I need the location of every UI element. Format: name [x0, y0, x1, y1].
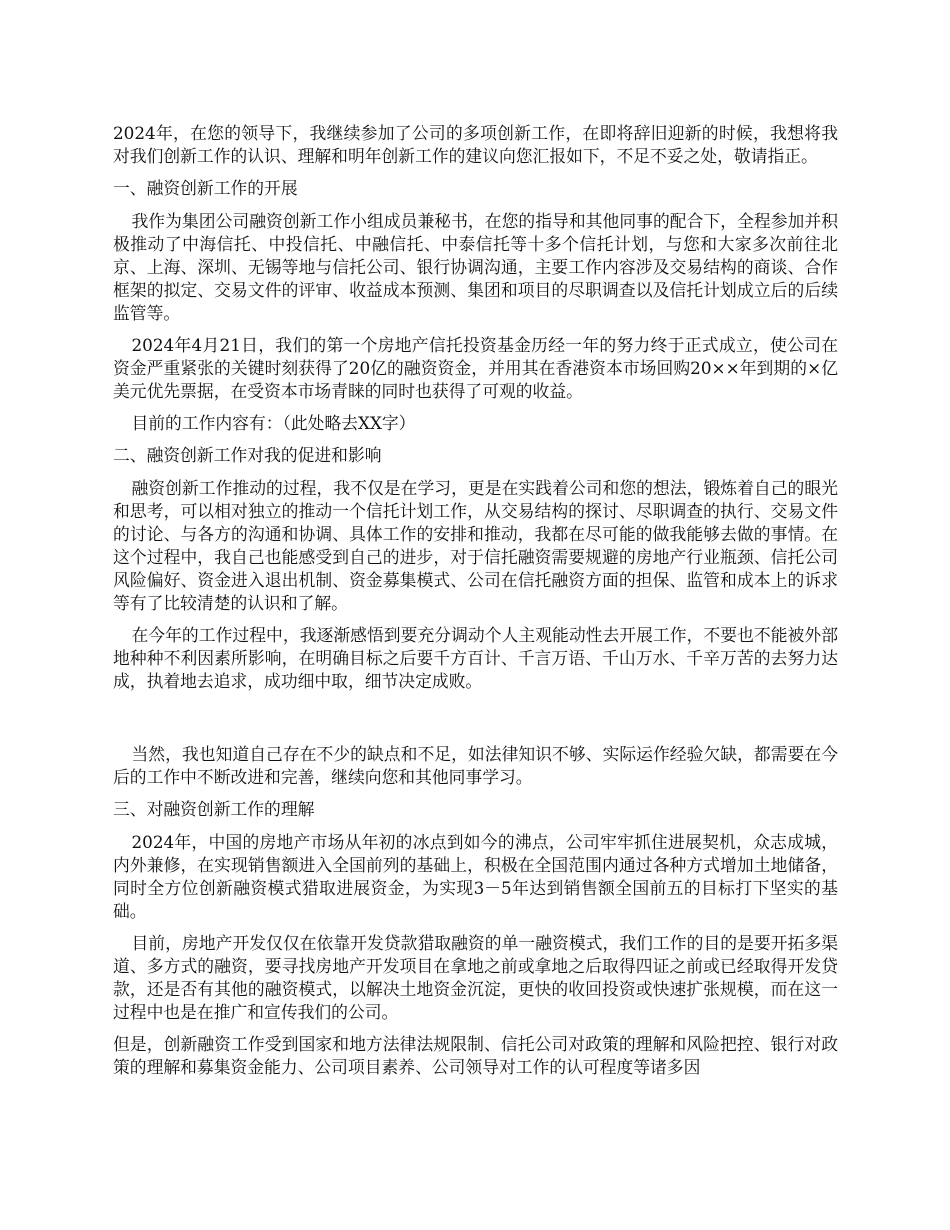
section-1-paragraph-3: 目前的工作内容有：（此处略去XX字）	[131, 413, 416, 433]
section-3-paragraph-2: 目前，房地产开发仅仅在依靠开发贷款猎取融资的单一融资模式，我们工作的目的是要开拓多渠道、多方式的融资，要寻找房地产开发项目在拿地之前或拿地之后取得四证之前或已经取得开发贷款，还是否有其他的融资模式，以解决土地资金沉淀，更快的收回投资或快速扩张规模，而在这一过程中也是在推广和宣传我们的公司。	[113, 933, 838, 1022]
section-3-paragraph-3: 但是，创新融资工作受到国家和地方法律法规限制、信托公司对政策的理解和风险把控、银行对政策的理解和募集资金能力、公司项目素养、公司领导对工作的认可程度等诸多因	[113, 1034, 838, 1077]
section-3-heading: 三、对融资创新工作的理解	[113, 799, 315, 819]
blank-gap	[113, 702, 838, 743]
section-1-heading: 一、融资创新工作的开展	[113, 178, 298, 198]
section-2-heading: 二、融资创新工作对我的促进和影响	[113, 445, 382, 465]
intro-paragraph: 2024年，在您的领导下，我继续参加了公司的多项创新工作，在即将辞旧迎新的时候，我想将我对我们创新工作的认识、理解和明年创新工作的建议向您汇报如下，不足不妥之处，敬请指正。	[113, 123, 838, 166]
document-body	[113, 122, 838, 1088]
section-3-paragraph-1: 2024年，中国的房地产市场从年初的冰点到如今的沸点，公司牢牢抓住进展契机，众志成城，内外兼修，在实现销售额进入全国前列的基础上，积极在全国范围内通过各种方式增加土地储备，同时全方位创新融资模式猎取进展资金，为实现3－5年达到销售额全国前五的目标打下坚实的基础。	[113, 832, 838, 921]
section-2-paragraph-2: 在今年的工作过程中，我逐渐感悟到要充分调动个人主观能动性去开展工作，不要也不能被外部地种种不利因素所影响，在明确目标之后要千方百计、千言万语、千山万水、千辛万苦的去努力达成，执着地去追求，成功细中取，细节决定成败。	[113, 625, 838, 691]
section-1-paragraph-2: 2024年4月21日，我们的第一个房地产信托投资基金历经一年的努力终于正式成立，使公司在资金严重紧张的关键时刻获得了20亿的融资资金，并用其在香港资本市场回购20××年到期的×亿美元优先票据，在受资本市场青睐的同时也获得了可观的收益。	[113, 335, 838, 401]
section-2-paragraph-3: 当然，我也知道自己存在不少的缺点和不足，如法律知识不够、实际运作经验欠缺，都需要在今后的工作中不断改进和完善，继续向您和其他同事学习。	[113, 744, 838, 787]
section-2-paragraph-1: 融资创新工作推动的过程，我不仅是在学习，更是在实践着公司和您的想法，锻炼着自己的眼光和思考，可以相对独立的推动一个信托计划工作，从交易结构的探讨、尽职调查的执行、交易文件的讨论、与各方的沟通和协调、具体工作的安排和推动，我都在尽可能的做我能够去做的事情。在这个过程中，我自己也能感受到自己的进步，对于信托融资需要规避的房地产行业瓶颈、信托公司风险偏好、资金进入退出机制、资金募集模式、公司在信托融资方面的担保、监管和成本上的诉求等有了比较清楚的认识和了解。	[113, 478, 838, 613]
section-1-paragraph-1: 我作为集团公司融资创新工作小组成员兼秘书，在您的指导和其他同事的配合下，全程参加并积极推动了中海信托、中投信托、中融信托、中泰信托等十多个信托计划，与您和大家多次前往北京、上海、深圳、无锡等地与信托公司、银行协调沟通，主要工作内容涉及交易结构的商谈、合作框架的拟定、交易文件的评审、收益成本预测、集团和项目的尽职调查以及信托计划成立后的后续监管等。	[113, 211, 838, 323]
